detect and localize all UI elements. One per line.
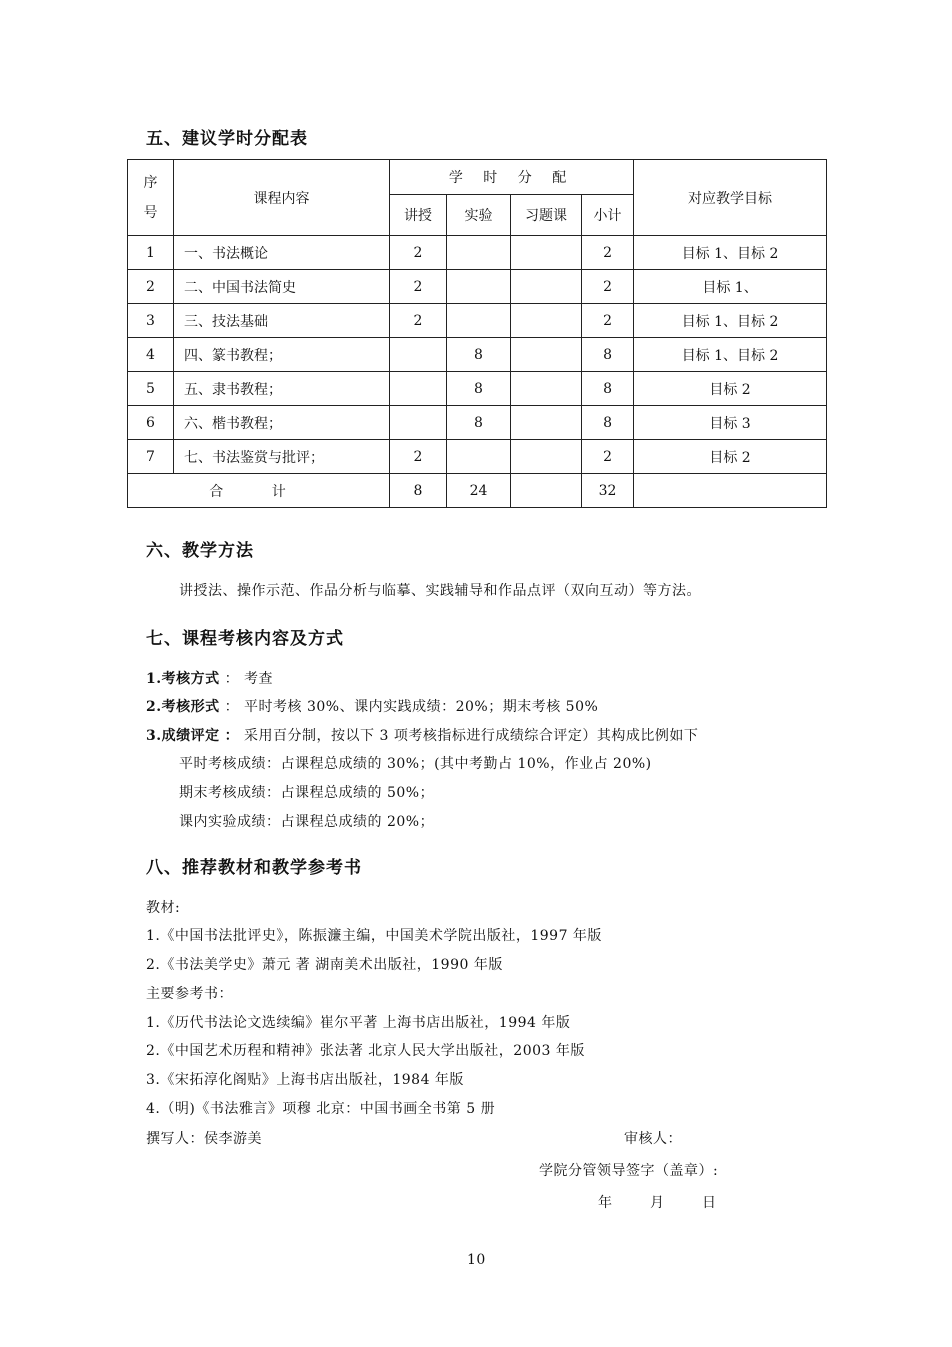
header-lecture: 讲授 bbox=[390, 195, 447, 236]
reviewer-line: 审核人： bbox=[624, 1131, 682, 1147]
grade-component: 期末考核成绩：占课程总成绩的 50%； bbox=[179, 785, 435, 801]
date-day: 日 bbox=[702, 1195, 717, 1211]
cell-seq: 4 bbox=[128, 338, 174, 372]
cell-seq: 3 bbox=[128, 304, 174, 338]
cell-lab: 8 bbox=[447, 406, 511, 440]
page-number: 10 bbox=[467, 1252, 486, 1268]
cell-lab: 8 bbox=[447, 338, 511, 372]
cell-goal: 目标 3 bbox=[634, 406, 827, 440]
table-row bbox=[128, 440, 827, 474]
assessment-item bbox=[146, 668, 273, 688]
assessment-text: 采用百分制，按以下 3 项考核指标进行成绩综合评定）其构成比例如下 bbox=[244, 728, 699, 744]
cell-goal: 目标 2 bbox=[634, 372, 827, 406]
cell-lab bbox=[447, 270, 511, 304]
assessment-label: 3.成绩评定 bbox=[146, 728, 220, 744]
header-hours-group: 学 时 分 配 bbox=[390, 160, 634, 195]
cell-seq: 1 bbox=[128, 236, 174, 270]
assessment-sep: ： bbox=[224, 671, 240, 687]
cell-subtotal: 8 bbox=[582, 338, 634, 372]
cell-lab bbox=[447, 236, 511, 270]
cell-goal: 目标 1、目标 2 bbox=[634, 304, 827, 338]
textbook-item: 2.《书法美学史》萧元 著 湖南美术出版社，1990 年版 bbox=[146, 957, 503, 973]
assessment-label: 2.考核形式 bbox=[146, 699, 220, 715]
teaching-methods-text: 讲授法、操作示范、作品分析与临摹、实践辅导和作品点评（双向互动）等方法。 bbox=[179, 583, 701, 599]
cell-content: 四、篆书教程； bbox=[174, 338, 390, 372]
header-subtotal: 小计 bbox=[582, 195, 634, 236]
cell-exercise bbox=[511, 270, 582, 304]
cell-goal: 目标 1、 bbox=[634, 270, 827, 304]
cell-lecture: 2 bbox=[390, 440, 447, 474]
cell-subtotal: 2 bbox=[582, 236, 634, 270]
assessment-text: 考查 bbox=[244, 671, 274, 687]
cell-lecture bbox=[390, 338, 447, 372]
header-seq bbox=[128, 160, 174, 236]
cell-subtotal: 2 bbox=[582, 270, 634, 304]
table-row bbox=[128, 236, 827, 270]
cell-exercise bbox=[511, 440, 582, 474]
cell-lecture bbox=[390, 372, 447, 406]
section-8-heading: 八、推荐教材和教学参考书 bbox=[146, 858, 362, 878]
reference-item: 4.（明)《书法雅言》项穆 北京：中国书画全书第 5 册 bbox=[146, 1101, 496, 1117]
date-year: 年 bbox=[598, 1195, 613, 1211]
header-lab: 实验 bbox=[447, 195, 511, 236]
cell-seq: 6 bbox=[128, 406, 174, 440]
hours-allocation-table bbox=[127, 159, 827, 508]
cell-lecture: 2 bbox=[390, 270, 447, 304]
assessment-item bbox=[146, 725, 698, 745]
section-6-heading: 六、教学方法 bbox=[146, 541, 254, 561]
cell-subtotal: 8 bbox=[582, 372, 634, 406]
cell-seq: 2 bbox=[128, 270, 174, 304]
grade-component: 课内实验成绩：占课程总成绩的 20%； bbox=[179, 814, 435, 830]
cell-content: 二、中国书法简史 bbox=[174, 270, 390, 304]
cell-lab bbox=[447, 440, 511, 474]
cell-subtotal: 2 bbox=[582, 440, 634, 474]
cell-content: 一、书法概论 bbox=[174, 236, 390, 270]
cell-seq: 7 bbox=[128, 440, 174, 474]
cell-exercise bbox=[511, 338, 582, 372]
date-month: 月 bbox=[650, 1195, 665, 1211]
cell-content: 七、书法鉴赏与批评； bbox=[174, 440, 390, 474]
total-subtotal: 32 bbox=[582, 474, 634, 508]
leader-signature-line: 学院分管领导签字（盖章）: bbox=[539, 1163, 719, 1179]
assessment-label: 1.考核方式 bbox=[146, 671, 220, 687]
section-7-heading: 七、课程考核内容及方式 bbox=[146, 629, 344, 649]
table-row bbox=[128, 372, 827, 406]
total-lab: 24 bbox=[447, 474, 511, 508]
cell-exercise bbox=[511, 372, 582, 406]
assessment-item bbox=[146, 696, 598, 716]
assessment-sep: ： bbox=[224, 699, 240, 715]
cell-content: 六、楷书教程； bbox=[174, 406, 390, 440]
cell-exercise bbox=[511, 236, 582, 270]
table-row bbox=[128, 406, 827, 440]
cell-exercise bbox=[511, 406, 582, 440]
table-row bbox=[128, 270, 827, 304]
cell-lecture bbox=[390, 406, 447, 440]
table-row bbox=[128, 304, 827, 338]
cell-lecture: 2 bbox=[390, 236, 447, 270]
table-total-row bbox=[128, 474, 827, 508]
writer-line: 撰写人：侯李游美 bbox=[146, 1131, 262, 1147]
textbook-label: 教材: bbox=[146, 900, 181, 916]
cell-seq: 5 bbox=[128, 372, 174, 406]
total-lecture: 8 bbox=[390, 474, 447, 508]
cell-exercise bbox=[511, 304, 582, 338]
cell-content: 三、技法基础 bbox=[174, 304, 390, 338]
header-exercise: 习题课 bbox=[511, 195, 582, 236]
cell-lab bbox=[447, 304, 511, 338]
cell-lecture: 2 bbox=[390, 304, 447, 338]
textbook-item: 1.《中国书法批评史》，陈振濂主编，中国美术学院出版社，1997 年版 bbox=[146, 928, 602, 944]
header-seq-line1: 序 bbox=[143, 174, 158, 191]
section-5-heading: 五、建议学时分配表 bbox=[146, 129, 308, 149]
cell-goal: 目标 2 bbox=[634, 440, 827, 474]
assessment-text: 平时考核 30%、课内实践成绩：20%；期末考核 50% bbox=[244, 699, 599, 715]
reference-item: 3.《宋拓淳化阁贴》上海书店出版社，1984 年版 bbox=[146, 1072, 464, 1088]
header-content: 课程内容 bbox=[174, 160, 390, 236]
grade-component: 平时考核成绩：占课程总成绩的 30%；(其中考勤占 10%，作业占 20%) bbox=[179, 756, 652, 772]
total-exercise bbox=[511, 474, 582, 508]
assessment-sep: ： bbox=[224, 728, 240, 744]
references-label: 主要参考书： bbox=[146, 986, 233, 1002]
header-goal: 对应教学目标 bbox=[634, 160, 827, 236]
cell-lab: 8 bbox=[447, 372, 511, 406]
total-label: 合 计 bbox=[128, 474, 390, 508]
cell-subtotal: 2 bbox=[582, 304, 634, 338]
table-row bbox=[128, 338, 827, 372]
cell-goal: 目标 1、目标 2 bbox=[634, 338, 827, 372]
header-seq-line2: 号 bbox=[143, 204, 158, 221]
reference-item: 2.《中国艺术历程和精神》张法著 北京人民大学出版社，2003 年版 bbox=[146, 1043, 585, 1059]
cell-goal: 目标 1、目标 2 bbox=[634, 236, 827, 270]
total-goal bbox=[634, 474, 827, 508]
reference-item: 1.《历代书法论文选续编》崔尔平著 上海书店出版社，1994 年版 bbox=[146, 1015, 571, 1031]
cell-content: 五、隶书教程； bbox=[174, 372, 390, 406]
cell-subtotal: 8 bbox=[582, 406, 634, 440]
